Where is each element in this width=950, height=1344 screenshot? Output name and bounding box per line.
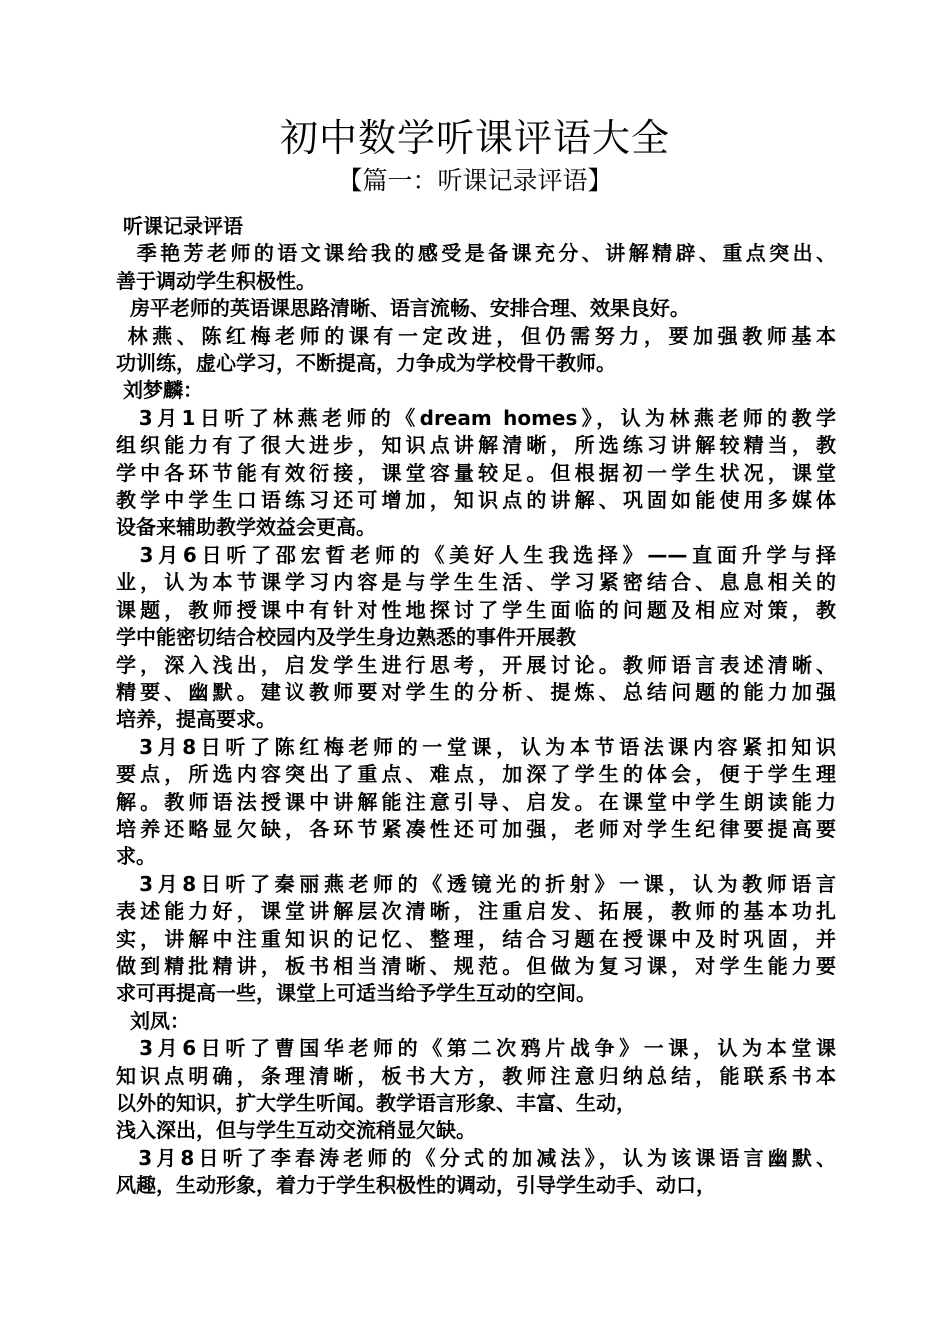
text-line: 风趣，生动形象，着力于学生积极性的调动，引导学生动手、动口， [116,1173,716,1198]
text-line: 浅入深出，但与学生互动交流稍显欠缺。 [116,1118,476,1143]
document-subtitle: 【篇一：听课记录评语】 [337,166,613,195]
text-line: 3月8日听了秦丽燕老师的《透镜光的折射》一课，认为教师语言 [116,871,836,896]
text-line: 培养还略显欠缺，各环节紧凑性还可加强，老师对学生纪律要提高要 [116,816,836,841]
text-line: 3月1日听了林燕老师的《dream homes》，认为林燕老师的教学 [116,405,836,430]
text-line: 功训练，虚心学习，不断提高，力争成为学校骨干教师。 [116,351,616,376]
text-line: 3月6日听了曹国华老师的《第二次鸦片战争》一课，认为本堂课 [116,1036,836,1061]
text-line: 3月8日听了陈红梅老师的一堂课，认为本节语法课内容紧扣知识 [116,734,836,759]
text-line: 听课记录评语 [116,214,243,238]
text-line: 业，认为本节课学习内容是与学生生活、学习紧密结合、息息相关的 [116,570,836,595]
text-line: 求可再提高一些，课堂上可适当给予学生互动的空间。 [116,981,596,1006]
text-line: 3月8日听了李春涛老师的《分式的加减法》，认为该课语言幽默、 [116,1145,836,1170]
text-line: 3月6日听了邵宏晢老师的《美好人生我选择》——直面升学与择 [116,542,836,567]
text-line: 学中能密切结合校园内及学生身边熟悉的事件开展教 [116,625,576,650]
text-line: 表述能力好，课堂讲解层次清晰，注重启发、拓展，教师的基本功扎 [116,899,836,924]
text-line: 教学中学生口语练习还可增加，知识点的讲解、巩固如能使用多媒体 [116,488,836,513]
text-line: 精要、幽默。建议教师要对学生的分析、提炼、总结问题的能力加强 [116,679,836,704]
text-line: 培养，提高要求。 [116,707,276,732]
text-line: 知识点明确，条理清晰，板书大方，教师注意归纳总结，能联系书本 [116,1063,836,1088]
text-line: 学中各环节能有效衍接，课堂容量较足。但根据初一学生状况，课堂 [116,460,836,485]
text-line: 刘梦麟： [116,378,203,403]
text-line: 解。教师语法授课中讲解能注意引导、启发。在课堂中学生朗读能力 [116,789,836,814]
document-title: 初中数学听课评语大全 [279,116,670,160]
text-line: 课题，教师授课中有针对性地探讨了学生面临的问题及相应对策，教 [116,597,836,622]
text-line: 组织能力有了很大进步，知识点讲解清晰，所选练习讲解较精当，教 [116,433,836,458]
text-line: 以外的知识，扩大学生听闻。教学语言形象、丰富、生动， [116,1091,636,1115]
document-body [116,213,836,1200]
text-line: 善于调动学生积极性。 [116,268,316,293]
text-line: 学，深入浅出，启发学生进行思考，开展讨论。教师语言表述清晰、 [116,652,836,677]
text-line: 做到精批精讲，板书相当清晰、规范。但做为复习课，对学生能力要 [116,953,836,978]
text-line: 设备来辅助教学效益会更高。 [116,515,376,540]
text-line: 求。 [116,844,156,869]
text-line: 实，讲解中注重知识的记忆、整理，结合习题在授课中及时巩固，并 [116,926,836,951]
text-line: 林燕、陈红梅老师的课有一定改进，但仍需努力，要加强教师基本 [116,323,837,348]
text-line: 刘凤： [116,1008,190,1033]
text-line: 季艳芳老师的语文课给我的感受是备课充分、讲解精辟、重点突出、 [116,241,837,266]
text-line: 要点，所选内容突出了重点、难点，加深了学生的体会，便于学生理 [116,762,836,787]
text-line: 房平老师的英语课思路清晰、语言流畅、安排合理、效果良好。 [116,296,690,321]
